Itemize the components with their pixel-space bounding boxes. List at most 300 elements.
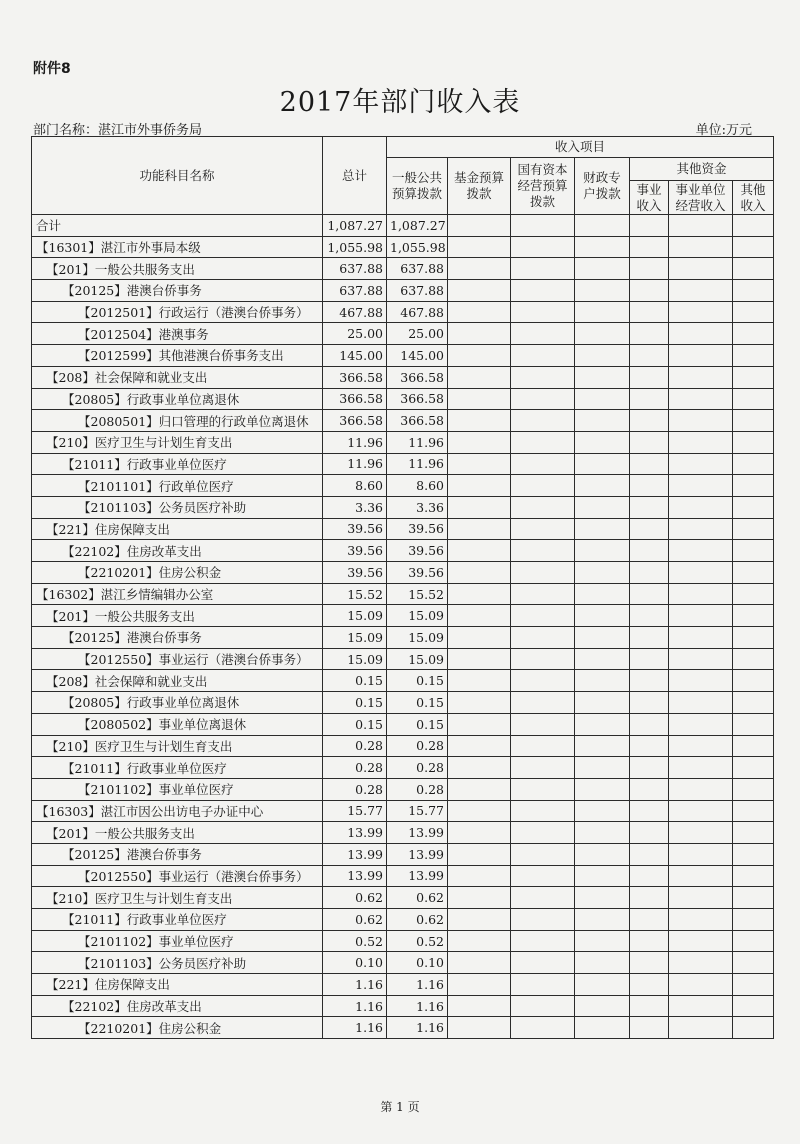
row-fund-budget [448, 345, 511, 367]
row-fund-budget [448, 713, 511, 735]
row-business-income [630, 453, 669, 475]
table-row [32, 865, 774, 887]
table-row [32, 974, 774, 996]
row-business-unit-operating [669, 258, 733, 280]
row-general-budget: 0.10 [387, 952, 448, 974]
row-business-unit-operating [669, 670, 733, 692]
header-name: 功能科目名称 [32, 137, 323, 215]
row-general-budget: 637.88 [387, 280, 448, 302]
row-other-income [733, 345, 774, 367]
unit-label: 单位:万元 [695, 123, 752, 138]
row-state-capital [511, 757, 575, 779]
row-general-budget: 0.28 [387, 778, 448, 800]
row-business-income [630, 605, 669, 627]
row-total: 145.00 [323, 345, 387, 367]
row-business-unit-operating [669, 605, 733, 627]
row-name: 【2101102】事业单位医疗 [32, 930, 323, 952]
row-business-unit-operating [669, 583, 733, 605]
row-name: 【21011】行政事业单位医疗 [32, 909, 323, 931]
row-fiscal-special [575, 345, 630, 367]
table-row [32, 930, 774, 952]
row-state-capital [511, 431, 575, 453]
row-total: 0.62 [323, 887, 387, 909]
row-general-budget: 0.15 [387, 692, 448, 714]
row-state-capital [511, 605, 575, 627]
row-fund-budget [448, 431, 511, 453]
row-general-budget: 11.96 [387, 431, 448, 453]
row-general-budget: 0.15 [387, 713, 448, 735]
row-fund-budget [448, 518, 511, 540]
row-other-income [733, 453, 774, 475]
row-name: 【20805】行政事业单位离退休 [32, 692, 323, 714]
table-row [32, 757, 774, 779]
row-other-income [733, 843, 774, 865]
row-name: 【221】住房保障支出 [32, 974, 323, 996]
row-general-budget: 13.99 [387, 822, 448, 844]
row-state-capital [511, 366, 575, 388]
row-fiscal-special [575, 735, 630, 757]
row-business-income [630, 388, 669, 410]
header-fund-budget: 基金预算拨款 [448, 158, 511, 215]
row-business-unit-operating [669, 648, 733, 670]
row-fund-budget [448, 757, 511, 779]
row-business-income [630, 280, 669, 302]
row-fiscal-special [575, 930, 630, 952]
row-total: 13.99 [323, 865, 387, 887]
row-state-capital [511, 258, 575, 280]
row-fund-budget [448, 215, 511, 237]
row-business-unit-operating [669, 713, 733, 735]
table-body [32, 215, 774, 1039]
row-business-income [630, 258, 669, 280]
row-total: 0.62 [323, 909, 387, 931]
row-total: 11.96 [323, 453, 387, 475]
row-total: 39.56 [323, 562, 387, 584]
row-general-budget: 25.00 [387, 323, 448, 345]
row-fiscal-special [575, 865, 630, 887]
row-fund-budget [448, 323, 511, 345]
row-other-income [733, 301, 774, 323]
row-general-budget: 0.15 [387, 670, 448, 692]
row-state-capital [511, 778, 575, 800]
row-state-capital [511, 540, 575, 562]
row-total: 15.09 [323, 605, 387, 627]
row-fiscal-special [575, 648, 630, 670]
table-row [32, 562, 774, 584]
row-fiscal-special [575, 280, 630, 302]
row-business-income [630, 345, 669, 367]
row-fund-budget [448, 930, 511, 952]
table-row [32, 301, 774, 323]
row-total: 15.52 [323, 583, 387, 605]
row-total: 467.88 [323, 301, 387, 323]
header-business-unit-operating: 事业单位经营收入 [669, 181, 733, 215]
table-row [32, 388, 774, 410]
table-row [32, 540, 774, 562]
table-row [32, 843, 774, 865]
row-fund-budget [448, 974, 511, 996]
row-other-income [733, 692, 774, 714]
row-name: 【2012550】事业运行（港澳台侨事务） [32, 865, 323, 887]
row-general-budget: 1.16 [387, 974, 448, 996]
row-fund-budget [448, 692, 511, 714]
row-total: 1,087.27 [323, 215, 387, 237]
header-business-income: 事业收入 [630, 181, 669, 215]
row-other-income [733, 778, 774, 800]
row-total: 0.10 [323, 952, 387, 974]
row-general-budget: 0.62 [387, 887, 448, 909]
row-business-unit-operating [669, 215, 733, 237]
row-other-income [733, 540, 774, 562]
row-other-income [733, 475, 774, 497]
row-fiscal-special [575, 562, 630, 584]
row-business-unit-operating [669, 800, 733, 822]
row-general-budget: 13.99 [387, 843, 448, 865]
row-business-income [630, 323, 669, 345]
row-fiscal-special [575, 778, 630, 800]
row-general-budget: 39.56 [387, 562, 448, 584]
row-business-income [630, 843, 669, 865]
row-other-income [733, 974, 774, 996]
header-state-capital: 国有资本经营预算拨款 [511, 158, 575, 215]
row-fund-budget [448, 952, 511, 974]
row-fiscal-special [575, 496, 630, 518]
row-state-capital [511, 887, 575, 909]
row-business-unit-operating [669, 757, 733, 779]
row-general-budget: 1,087.27 [387, 215, 448, 237]
table-row [32, 887, 774, 909]
row-fund-budget [448, 670, 511, 692]
row-fund-budget [448, 475, 511, 497]
row-other-income [733, 1017, 774, 1039]
row-fund-budget [448, 822, 511, 844]
row-total: 13.99 [323, 822, 387, 844]
row-name: 【2101101】行政单位医疗 [32, 475, 323, 497]
row-business-income [630, 713, 669, 735]
row-general-budget: 13.99 [387, 865, 448, 887]
row-name: 【208】社会保障和就业支出 [32, 366, 323, 388]
row-total: 13.99 [323, 843, 387, 865]
row-state-capital [511, 713, 575, 735]
row-other-income [733, 930, 774, 952]
row-fiscal-special [575, 215, 630, 237]
row-state-capital [511, 865, 575, 887]
table-row [32, 518, 774, 540]
row-business-unit-operating [669, 496, 733, 518]
row-general-budget: 0.62 [387, 909, 448, 931]
row-name: 【208】社会保障和就业支出 [32, 670, 323, 692]
row-state-capital [511, 822, 575, 844]
row-fund-budget [448, 562, 511, 584]
attachment-label: 附件8 [33, 61, 71, 77]
row-name: 【2080502】事业单位离退休 [32, 713, 323, 735]
row-total: 15.77 [323, 800, 387, 822]
row-name: 【2210201】住房公积金 [32, 562, 323, 584]
row-business-income [630, 865, 669, 887]
row-fiscal-special [575, 323, 630, 345]
row-business-income [630, 952, 669, 974]
row-business-unit-operating [669, 1017, 733, 1039]
row-total: 0.28 [323, 778, 387, 800]
row-other-income [733, 995, 774, 1017]
row-fund-budget [448, 627, 511, 649]
row-other-income [733, 887, 774, 909]
row-business-unit-operating [669, 410, 733, 432]
row-business-unit-operating [669, 280, 733, 302]
row-fund-budget [448, 1017, 511, 1039]
row-business-unit-operating [669, 366, 733, 388]
table-row [32, 995, 774, 1017]
row-fund-budget [448, 388, 511, 410]
row-state-capital [511, 562, 575, 584]
row-fiscal-special [575, 887, 630, 909]
row-other-income [733, 800, 774, 822]
row-fiscal-special [575, 757, 630, 779]
row-other-income [733, 410, 774, 432]
row-fiscal-special [575, 410, 630, 432]
row-general-budget: 15.09 [387, 648, 448, 670]
row-other-income [733, 735, 774, 757]
row-business-income [630, 800, 669, 822]
row-fiscal-special [575, 540, 630, 562]
row-fund-budget [448, 865, 511, 887]
row-fiscal-special [575, 995, 630, 1017]
row-fund-budget [448, 453, 511, 475]
header-income-items: 收入项目 [387, 137, 774, 158]
row-business-income [630, 475, 669, 497]
row-general-budget: 15.52 [387, 583, 448, 605]
row-other-income [733, 366, 774, 388]
row-name: 【201】一般公共服务支出 [32, 605, 323, 627]
row-fund-budget [448, 280, 511, 302]
row-fiscal-special [575, 583, 630, 605]
row-fund-budget [448, 605, 511, 627]
row-fiscal-special [575, 366, 630, 388]
row-name: 【2012599】其他港澳台侨事务支出 [32, 345, 323, 367]
row-business-income [630, 692, 669, 714]
table-row [32, 778, 774, 800]
row-fiscal-special [575, 475, 630, 497]
income-table [31, 136, 774, 1039]
row-total: 3.36 [323, 496, 387, 518]
row-name: 【16301】湛江市外事局本级 [32, 236, 323, 258]
row-name: 【16302】湛江乡情编辑办公室 [32, 583, 323, 605]
row-name: 【201】一般公共服务支出 [32, 258, 323, 280]
row-state-capital [511, 215, 575, 237]
table-row [32, 583, 774, 605]
table-row [32, 800, 774, 822]
row-business-income [630, 366, 669, 388]
row-total: 366.58 [323, 366, 387, 388]
row-fiscal-special [575, 236, 630, 258]
row-business-income [630, 648, 669, 670]
row-fund-budget [448, 236, 511, 258]
row-name: 【2101103】公务员医疗补助 [32, 952, 323, 974]
row-other-income [733, 670, 774, 692]
row-other-income [733, 280, 774, 302]
row-business-unit-operating [669, 974, 733, 996]
row-fiscal-special [575, 692, 630, 714]
row-state-capital [511, 648, 575, 670]
row-fund-budget [448, 887, 511, 909]
row-state-capital [511, 974, 575, 996]
row-business-income [630, 540, 669, 562]
row-state-capital [511, 410, 575, 432]
row-state-capital [511, 496, 575, 518]
row-total: 15.09 [323, 648, 387, 670]
table-row [32, 453, 774, 475]
row-total: 637.88 [323, 258, 387, 280]
row-state-capital [511, 952, 575, 974]
row-other-income [733, 757, 774, 779]
row-name: 【20805】行政事业单位离退休 [32, 388, 323, 410]
row-other-income [733, 518, 774, 540]
row-business-income [630, 236, 669, 258]
table-row [32, 713, 774, 735]
row-business-unit-operating [669, 540, 733, 562]
page-title: 2017年部门收入表 [279, 87, 521, 118]
row-fund-budget [448, 540, 511, 562]
row-business-income [630, 757, 669, 779]
header-fiscal-special: 财政专户拨款 [575, 158, 630, 215]
row-business-unit-operating [669, 323, 733, 345]
row-business-unit-operating [669, 887, 733, 909]
row-other-income [733, 822, 774, 844]
header-general-budget: 一般公共预算拨款 [387, 158, 448, 215]
table-row [32, 735, 774, 757]
row-other-income [733, 909, 774, 931]
row-state-capital [511, 627, 575, 649]
row-fund-budget [448, 778, 511, 800]
row-state-capital [511, 843, 575, 865]
row-name: 【21011】行政事业单位医疗 [32, 757, 323, 779]
table-row [32, 692, 774, 714]
row-business-unit-operating [669, 778, 733, 800]
row-business-income [630, 627, 669, 649]
row-other-income [733, 236, 774, 258]
row-business-income [630, 431, 669, 453]
row-fund-budget [448, 800, 511, 822]
header-other-income: 其他收入 [733, 181, 774, 215]
row-fiscal-special [575, 952, 630, 974]
row-general-budget: 15.09 [387, 627, 448, 649]
table-row [32, 236, 774, 258]
row-fund-budget [448, 735, 511, 757]
page-number: 第 1 页 [380, 1100, 420, 1114]
row-state-capital [511, 583, 575, 605]
row-other-income [733, 258, 774, 280]
row-business-income [630, 995, 669, 1017]
row-business-unit-operating [669, 518, 733, 540]
row-name: 【210】医疗卫生与计划生育支出 [32, 431, 323, 453]
row-state-capital [511, 345, 575, 367]
row-total: 1.16 [323, 995, 387, 1017]
row-fiscal-special [575, 453, 630, 475]
table-row [32, 475, 774, 497]
table-row [32, 431, 774, 453]
row-fund-budget [448, 301, 511, 323]
row-total: 0.52 [323, 930, 387, 952]
row-name: 【22102】住房改革支出 [32, 540, 323, 562]
row-general-budget: 8.60 [387, 475, 448, 497]
row-business-unit-operating [669, 952, 733, 974]
row-general-budget: 15.77 [387, 800, 448, 822]
row-name: 【16303】湛江市因公出访电子办证中心 [32, 800, 323, 822]
row-fiscal-special [575, 909, 630, 931]
row-business-unit-operating [669, 909, 733, 931]
row-name: 【210】医疗卫生与计划生育支出 [32, 887, 323, 909]
row-business-unit-operating [669, 453, 733, 475]
row-name: 【2210201】住房公积金 [32, 1017, 323, 1039]
row-fiscal-special [575, 843, 630, 865]
row-general-budget: 15.09 [387, 605, 448, 627]
header-other-funds: 其他资金 [630, 158, 774, 181]
row-total: 366.58 [323, 388, 387, 410]
row-general-budget: 3.36 [387, 496, 448, 518]
row-fiscal-special [575, 1017, 630, 1039]
row-fiscal-special [575, 301, 630, 323]
row-business-unit-operating [669, 843, 733, 865]
row-general-budget: 0.52 [387, 930, 448, 952]
row-fund-budget [448, 366, 511, 388]
row-name: 【2101102】事业单位医疗 [32, 778, 323, 800]
row-other-income [733, 388, 774, 410]
row-name: 【201】一般公共服务支出 [32, 822, 323, 844]
row-general-budget: 467.88 [387, 301, 448, 323]
row-total: 39.56 [323, 540, 387, 562]
row-total: 0.28 [323, 735, 387, 757]
row-business-unit-operating [669, 930, 733, 952]
row-business-income [630, 583, 669, 605]
table-row [32, 258, 774, 280]
header-total: 总计 [323, 137, 387, 215]
row-general-budget: 0.28 [387, 735, 448, 757]
row-total: 1.16 [323, 974, 387, 996]
row-fiscal-special [575, 518, 630, 540]
row-business-unit-operating [669, 865, 733, 887]
row-name: 【2012550】事业运行（港澳台侨事务） [32, 648, 323, 670]
row-fund-budget [448, 496, 511, 518]
row-fiscal-special [575, 605, 630, 627]
row-general-budget: 145.00 [387, 345, 448, 367]
row-other-income [733, 323, 774, 345]
row-business-income [630, 909, 669, 931]
row-business-income [630, 974, 669, 996]
row-other-income [733, 648, 774, 670]
row-fund-budget [448, 258, 511, 280]
row-business-income [630, 301, 669, 323]
row-fund-budget [448, 583, 511, 605]
row-business-unit-operating [669, 692, 733, 714]
table-row [32, 952, 774, 974]
row-other-income [733, 605, 774, 627]
row-total: 637.88 [323, 280, 387, 302]
row-state-capital [511, 301, 575, 323]
row-total: 0.15 [323, 692, 387, 714]
row-fund-budget [448, 843, 511, 865]
row-general-budget: 1.16 [387, 995, 448, 1017]
row-business-income [630, 215, 669, 237]
row-total: 0.15 [323, 713, 387, 735]
row-fiscal-special [575, 974, 630, 996]
row-name: 【22102】住房改革支出 [32, 995, 323, 1017]
department-name: 部门名称：湛江市外事侨务局 [33, 123, 203, 138]
row-name: 【221】住房保障支出 [32, 518, 323, 540]
row-total: 11.96 [323, 431, 387, 453]
row-name: 【20125】港澳台侨事务 [32, 627, 323, 649]
row-name: 【210】医疗卫生与计划生育支出 [32, 735, 323, 757]
row-fiscal-special [575, 388, 630, 410]
